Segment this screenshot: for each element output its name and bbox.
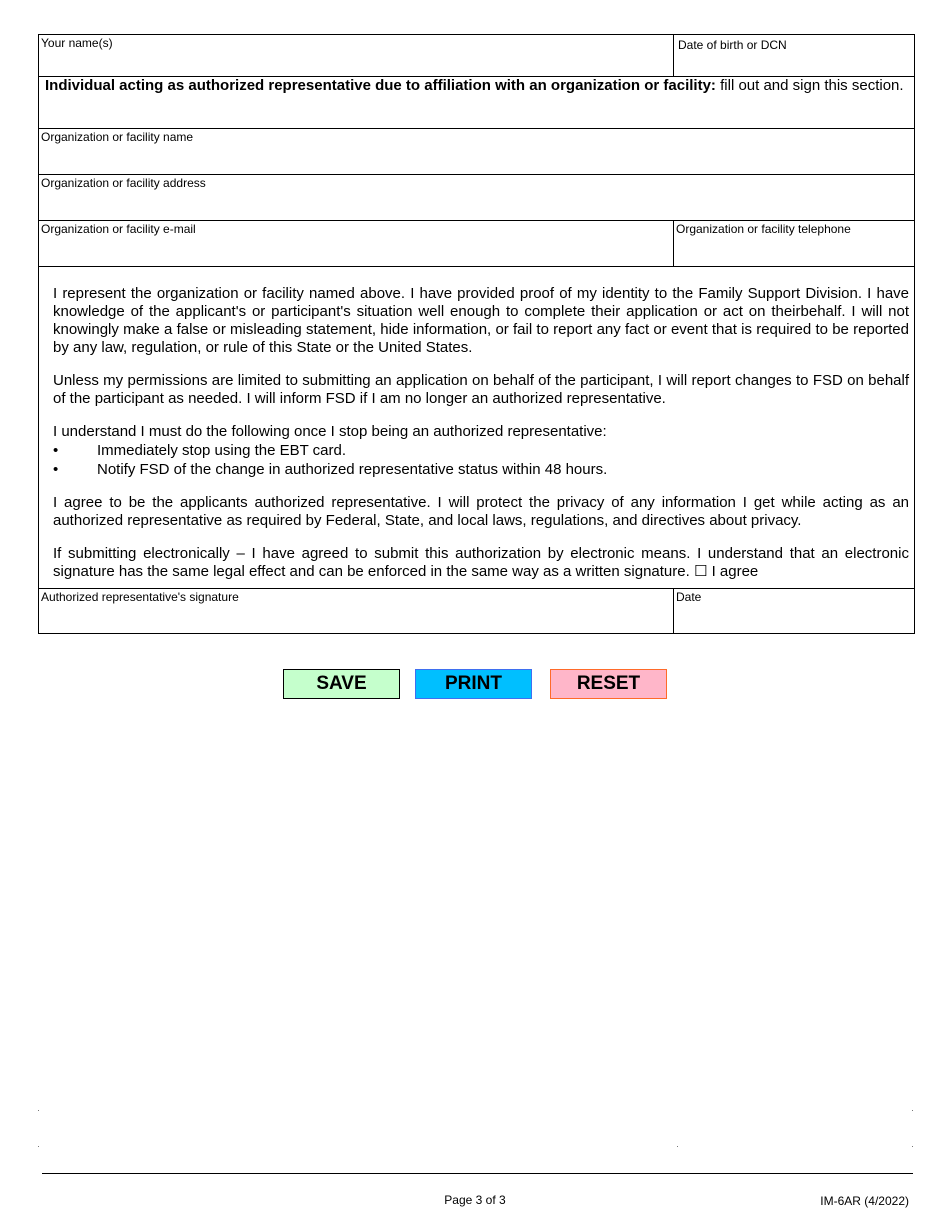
authorized-representative-form bbox=[38, 34, 915, 634]
org-name-label: Organization or facility name bbox=[41, 130, 194, 144]
org-address-field[interactable] bbox=[39, 175, 914, 221]
obligations-list bbox=[53, 441, 909, 479]
dob-dcn-label: Date of birth or DCN bbox=[678, 38, 787, 52]
statement-paragraph-3: I understand I must do the following once I stop being an authorized representative: bbox=[53, 423, 607, 440]
footer-divider bbox=[42, 1173, 913, 1174]
org-name-field[interactable] bbox=[39, 129, 914, 175]
scan-mark bbox=[38, 1110, 39, 1111]
org-email-field[interactable] bbox=[39, 221, 673, 266]
representative-statement bbox=[53, 285, 909, 581]
scan-mark bbox=[912, 1146, 913, 1147]
your-names-field[interactable] bbox=[39, 35, 673, 76]
org-phone-label: Organization or facility telephone bbox=[676, 222, 851, 236]
dob-dcn-field[interactable] bbox=[673, 35, 914, 76]
section-heading bbox=[45, 77, 905, 94]
agree-label: I agree bbox=[711, 563, 759, 580]
form-code: IM-6AR (4/2022) bbox=[820, 1194, 909, 1208]
scan-mark bbox=[677, 1146, 678, 1147]
list-item bbox=[53, 441, 909, 460]
statement-paragraph-4: I agree to be the applicants authorized representative. I will protect the privacy of any information I get while acting as an authorized representative as required by Federal, State, and local laws, regulations, and directives about privacy. bbox=[53, 494, 909, 529]
page-number: Page 3 of 3 bbox=[444, 1193, 506, 1207]
bullet-icon: • bbox=[53, 442, 59, 459]
bullet-icon: • bbox=[53, 461, 59, 478]
electronic-consent-text: If submitting electronically – I have agreed to submit this authorization by electronic means. I understand that an electronic signature has the same legal effect and can be enforced in the same way as a written signature. bbox=[53, 545, 909, 580]
org-phone-field[interactable] bbox=[673, 221, 914, 266]
your-names-label: Your name(s) bbox=[41, 36, 113, 50]
scan-mark bbox=[38, 1146, 39, 1147]
form-actions bbox=[0, 669, 950, 699]
org-address-label: Organization or facility address bbox=[41, 176, 206, 190]
list-item-text: Notify FSD of the change in authorized representative status within 48 hours. bbox=[97, 461, 608, 478]
section-heading-rest: fill out and sign this section. bbox=[715, 77, 904, 94]
save-button[interactable]: SAVE bbox=[283, 669, 400, 699]
names-row bbox=[39, 35, 914, 76]
list-item-text: Immediately stop using the EBT card. bbox=[97, 442, 347, 459]
reset-button[interactable]: RESET bbox=[550, 669, 667, 699]
print-button[interactable]: PRINT bbox=[415, 669, 532, 699]
signature-field[interactable] bbox=[39, 589, 673, 634]
section-heading-bold: Individual acting as authorized representative due to affiliation with an organization or facility: bbox=[45, 77, 716, 94]
statement-paragraph-2: Unless my permissions are limited to submitting an application on behalf of the participant, I will report changes to FSD on behalf of the participant as needed. I will inform FSD if I am no longer an authorized representative. bbox=[53, 372, 909, 407]
statement-paragraph-1: I represent the organization or facility named above. I have provided proof of my identity to the Family Support Division. I have knowledge of the applicant's or participant's situation well enough to complete their application or act on theirbehalf. I will not knowingly make a false or misleading statement, hide information, or fail to report any fact or event that is required to be reported by any law, regulation, or rule of this State or the United States. bbox=[53, 285, 909, 356]
org-contact-row bbox=[39, 221, 914, 267]
list-item bbox=[53, 460, 909, 479]
signature-row bbox=[39, 588, 914, 634]
signature-date-label: Date bbox=[676, 590, 702, 604]
signature-date-field[interactable] bbox=[673, 589, 914, 634]
statement-paragraph-5 bbox=[53, 545, 909, 581]
scan-mark bbox=[912, 1110, 913, 1111]
signature-label: Authorized representative's signature bbox=[41, 590, 239, 604]
org-email-label: Organization or facility e-mail bbox=[41, 222, 196, 236]
agree-checkbox[interactable]: ☐ bbox=[693, 563, 708, 580]
